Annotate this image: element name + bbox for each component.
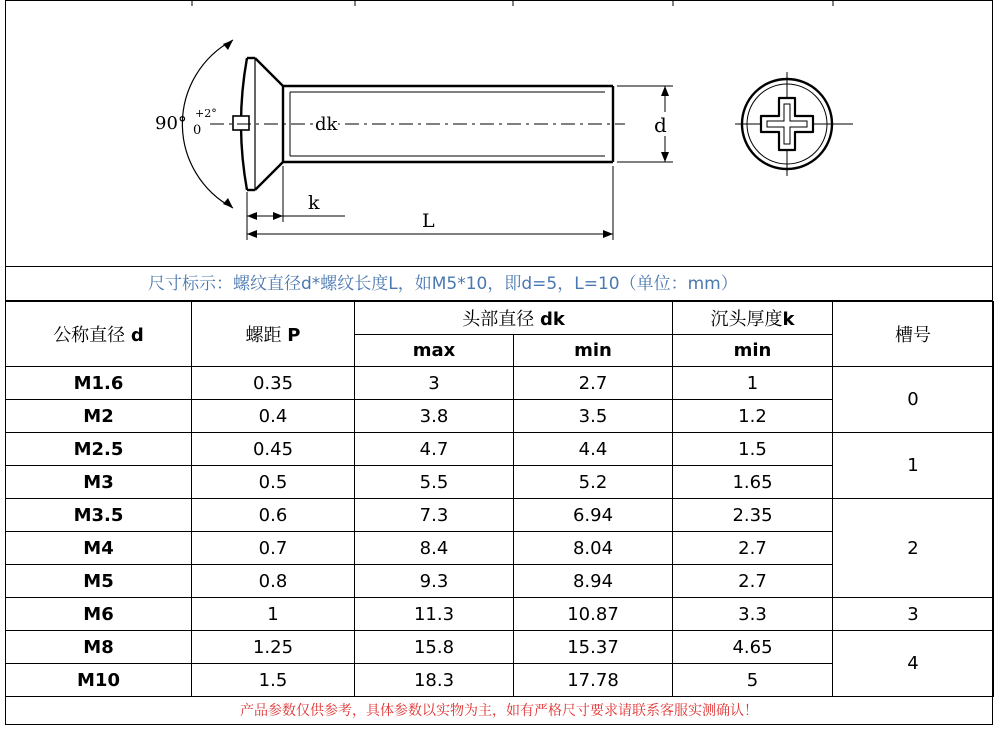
k-min-cell: 2.7: [673, 532, 833, 565]
slot-cell: 3: [833, 598, 994, 631]
table-row: [6, 433, 994, 466]
header-pitch-text: 螺距: [245, 325, 282, 346]
header-nominal-diameter: [6, 302, 192, 367]
table-row: [6, 598, 994, 631]
slot-cell: 4: [833, 631, 994, 697]
k-label: k: [308, 192, 320, 214]
dk-min-cell: 5.2: [514, 466, 673, 499]
dk-min-cell: 4.4: [514, 433, 673, 466]
k-min-cell: 1.2: [673, 400, 833, 433]
dk-max-cell: 3: [355, 367, 514, 400]
size-cell: M4: [6, 532, 192, 565]
k-min-cell: 2.7: [673, 565, 833, 598]
dk-max-cell: 3.8: [355, 400, 514, 433]
d-label: d: [654, 113, 667, 137]
k-min-cell: 1.5: [673, 433, 833, 466]
dimension-note: [5, 267, 993, 301]
header-head-thickness-text: 沉头厚度: [710, 309, 783, 330]
slot-cell: 0: [833, 367, 994, 433]
disclaimer-footer: 产品参数仅供参考，具体参数以实物为主，如有严格尺寸要求请联系客服实测确认！: [240, 703, 758, 719]
header-pitch: [192, 302, 355, 367]
pitch-cell: 0.6: [192, 499, 355, 532]
header-nominal-symbol: d: [130, 325, 144, 346]
pitch-cell: 1: [192, 598, 355, 631]
pitch-cell: 0.4: [192, 400, 355, 433]
size-cell: M2.5: [6, 433, 192, 466]
dk-min-cell: 8.04: [514, 532, 673, 565]
dk-min-cell: 17.78: [514, 664, 673, 697]
table-row: [6, 499, 994, 532]
k-min-cell: 1: [673, 367, 833, 400]
header-nominal-text: 公称直径: [53, 325, 126, 346]
k-min-cell: 5: [673, 664, 833, 697]
dk-min-cell: 2.7: [514, 367, 673, 400]
slot-cell: 2: [833, 499, 994, 598]
dk-max-cell: 7.3: [355, 499, 514, 532]
spec-table: [5, 301, 994, 697]
header-head-diameter: [355, 302, 673, 335]
header-pitch-symbol: P: [287, 325, 301, 346]
size-cell: M3.5: [6, 499, 192, 532]
header-head-thickness: [673, 302, 833, 335]
k-min-cell: 2.35: [673, 499, 833, 532]
pitch-cell: 0.8: [192, 565, 355, 598]
angle-label: 90°: [155, 113, 187, 134]
dk-max-cell: 9.3: [355, 565, 514, 598]
size-cell: M5: [6, 565, 192, 598]
dk-max-cell: 11.3: [355, 598, 514, 631]
dimension-note-text: 尺寸标示：螺纹直径d*螺纹长度L，如M5*10，即d=5，L=10（单位：mm）: [148, 274, 738, 294]
dk-max-cell: 18.3: [355, 664, 514, 697]
angle-tolerance-lower: 0: [193, 123, 202, 138]
angle-tolerance-upper: +2°: [195, 107, 217, 120]
k-min-cell: 3.3: [673, 598, 833, 631]
subheader-dk-min: min: [514, 335, 673, 367]
header-head-diameter-text: 头部直径: [462, 309, 535, 330]
dk-label: dk: [315, 114, 338, 135]
pitch-cell: 1.5: [192, 664, 355, 697]
table-row: [6, 367, 994, 400]
dk-min-cell: 10.87: [514, 598, 673, 631]
size-cell: M10: [6, 664, 192, 697]
size-cell: M1.6: [6, 367, 192, 400]
header-head-thickness-symbol: k: [782, 309, 795, 330]
table-row: [6, 631, 994, 664]
dk-max-cell: 5.5: [355, 466, 514, 499]
slot-cell: 1: [833, 433, 994, 499]
size-cell: M3: [6, 466, 192, 499]
dk-min-cell: 8.94: [514, 565, 673, 598]
size-cell: M6: [6, 598, 192, 631]
k-min-cell: 1.65: [673, 466, 833, 499]
pitch-cell: 0.7: [192, 532, 355, 565]
size-cell: M8: [6, 631, 192, 664]
pitch-cell: 0.35: [192, 367, 355, 400]
size-cell: M2: [6, 400, 192, 433]
dk-min-cell: 6.94: [514, 499, 673, 532]
subheader-dk-max: max: [355, 335, 514, 367]
pitch-cell: 0.5: [192, 466, 355, 499]
screw-drawing: [5, 0, 993, 267]
dk-min-cell: 3.5: [514, 400, 673, 433]
dk-min-cell: 15.37: [514, 631, 673, 664]
l-label: L: [422, 210, 435, 232]
header-slot: 槽号: [833, 302, 994, 367]
header-row: [6, 302, 994, 335]
subheader-k-min: min: [673, 335, 833, 367]
pitch-cell: 1.25: [192, 631, 355, 664]
dk-max-cell: 15.8: [355, 631, 514, 664]
dk-max-cell: 8.4: [355, 532, 514, 565]
pitch-cell: 0.45: [192, 433, 355, 466]
dk-max-cell: 4.7: [355, 433, 514, 466]
screw-diagram: [5, 0, 993, 267]
header-head-diameter-symbol: dk: [539, 309, 565, 330]
k-min-cell: 4.65: [673, 631, 833, 664]
